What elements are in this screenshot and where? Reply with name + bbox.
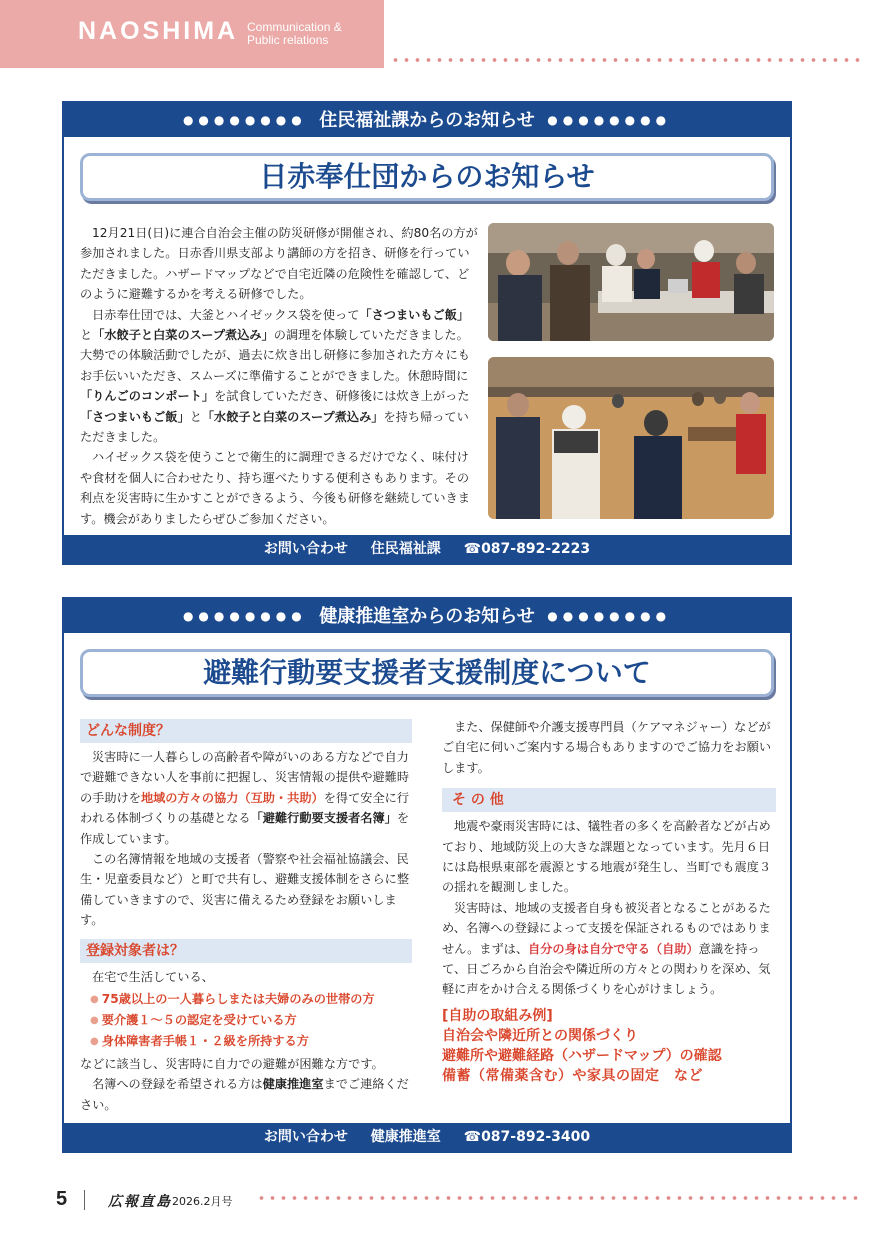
notice-health-header: ●●●●●●●● 健康推進室からのお知らせ ●●●●●●●● — [64, 599, 790, 633]
system-paragraph-1: 災害時に一人暮らしの高齢者や障がいのある方などで自力で避難できない人を事前に把握し、災害情報の提供や避難時の手助けを地域の方々の協力（互助・共助）を得て安全に行われる体制づくりの基礎となる「避難行動要支援者名簿」を作成しています。 — [80, 750, 410, 846]
notice-welfare-header-text: 住民福祉課からのお知らせ — [319, 110, 535, 131]
notice-health-right-column — [442, 717, 776, 1086]
list-item: ● 身体障害者手帳１・２級を所持する方 — [90, 1031, 412, 1052]
list-item: 避難所や避難経路（ハザードマップ）の確認 — [442, 1047, 722, 1064]
publication-logo: 広報直島 — [108, 1194, 172, 1210]
list-item: 備蓄（常備薬含む）や家具の固定 など — [442, 1067, 703, 1084]
section-system-heading: どんな制度？ — [80, 719, 412, 743]
self-help-title: [自助の取組み例] — [442, 1007, 553, 1024]
contact-dept: 健康推進室 — [370, 1129, 441, 1145]
welfare-paragraph-1: 12月21日(日)に連合自治会主催の防災研修が開催され、約80名の方が参加されました。日赤香川県支部より講師の方を招き、研修を行っていただきました。ハザードマップなどで自宅近隣の危険性を確認して、どのように避難するかを考える研修でした。 — [80, 226, 478, 302]
section-other-heading: そ の 他 — [442, 788, 776, 812]
other-paragraph-1: 地震や豪雨災害時には、犠牲者の多くを高齢者などが占めており、地域防災上の大きな課題となっています。先月６日には島根県東部を震源とする地震が発生し、当町でも震度３の揺れを観測しました。 — [442, 819, 772, 895]
eligible-intro: 在宅で生活している、 — [92, 969, 214, 984]
other-paragraph-2: 災害時は、地域の支援者自身も被災者となることがあるため、名簿への登録によって支援を保証されるものではありません。まずは、自分の身は自分で守る（自助）意識を持って、日ごろから自治会や隣近所の方々との関わりを深め、気軽に声をかけ合える関係づくりを心がけましょう。 — [442, 900, 771, 997]
system-paragraph-2: この名簿情報を地域の支援者（警察や社会福祉協議会、民生・児童委員など）と町で共有し、避難支援体制をさらに整備していきますので、災害に備えるため登録をお願いします。 — [80, 852, 410, 928]
issue-date: 2026.2月号 — [172, 1195, 233, 1208]
contact-label: お問い合わせ — [263, 1129, 348, 1145]
brand-subtitle-line2: Public relations — [247, 33, 329, 47]
welfare-paragraph-2: 日赤奉仕団では、大釜とハイゼックス袋を使って「さつまいもご飯」と「水餃子と白菜のスープ煮込み」の調理を体験していただきました。大勢での体験活動でしたが、過去に炊き出し研修に参加された方々にもお手伝いいただき、スムーズに準備することができました。休憩時間に「りんごのコンポート」を試食していただき、研修後には炊き上がった「さつまいもご飯」と「水餃子と白菜のスープ煮込み」を持ち帰っていただきました。 — [80, 307, 470, 445]
photo-cooking-training — [488, 223, 774, 341]
notice-welfare-body — [80, 223, 478, 529]
contact-phone: ☎087-892-3400 — [463, 1129, 591, 1145]
section-eligible-heading: 登録対象者は？ — [80, 939, 412, 963]
eligible-after: などに該当し、災害時に自力での避難が困難な方です。 — [80, 1057, 384, 1072]
list-item: 自治会や隣近所との関係づくり — [442, 1027, 638, 1044]
brand-name: NAOSHIMA — [78, 17, 239, 45]
contact-phone: ☎087-892-2223 — [463, 541, 591, 557]
notice-health-left-column — [80, 713, 412, 1115]
visit-paragraph: また、保健師や介護支援専門員（ケアマネジャー）などがご自宅に伺いご案内する場合もありますのでご協力をお願いします。 — [442, 720, 772, 775]
notice-health-contact — [64, 1123, 790, 1151]
contact-dept: 住民福祉課 — [370, 541, 441, 557]
notice-welfare-header: ●●●●●●●● 住民福祉課からのお知らせ ●●●●●●●● — [64, 103, 790, 137]
welfare-paragraph-3: ハイゼックス袋を使うことで衛生的に調理できるだけでなく、味付けや食材を個人に合わせたり、持ち運べたりする便利さもあります。その利点を災害時に生かすことができるよう、今後も研修を継続していきます。機会がありましたらぜひご参加ください。 — [80, 450, 470, 526]
self-help-examples — [442, 1006, 776, 1086]
notice-welfare — [62, 101, 792, 565]
brand-subtitle-line1: Communication & — [247, 20, 342, 34]
contact-label: お問い合わせ — [263, 541, 348, 557]
list-item: ● 要介護１～５の認定を受けている方 — [90, 1010, 412, 1031]
brand-subtitle — [247, 21, 342, 47]
notice-health-header-text: 健康推進室からのお知らせ — [319, 606, 535, 627]
notice-welfare-title: 日赤奉仕団からのお知らせ — [80, 153, 774, 201]
list-item: ● 75歳以上の一人暮らしまたは夫婦のみの世帯の方 — [90, 989, 412, 1010]
masthead — [0, 0, 384, 68]
footer-divider — [84, 1190, 85, 1210]
notice-welfare-contact — [64, 535, 790, 563]
eligible-contact-note: 名簿への登録を希望される方は健康推進室までご連絡ください。 — [80, 1077, 409, 1112]
photo-training-hall — [488, 357, 774, 519]
page-number: 5 — [56, 1188, 68, 1210]
notice-health-title: 避難行動要支援者支援制度について — [80, 649, 774, 697]
header-dotted-rule — [390, 58, 860, 62]
notice-health — [62, 597, 792, 1153]
footer-dotted-rule — [256, 1196, 860, 1200]
eligible-list — [90, 989, 412, 1052]
